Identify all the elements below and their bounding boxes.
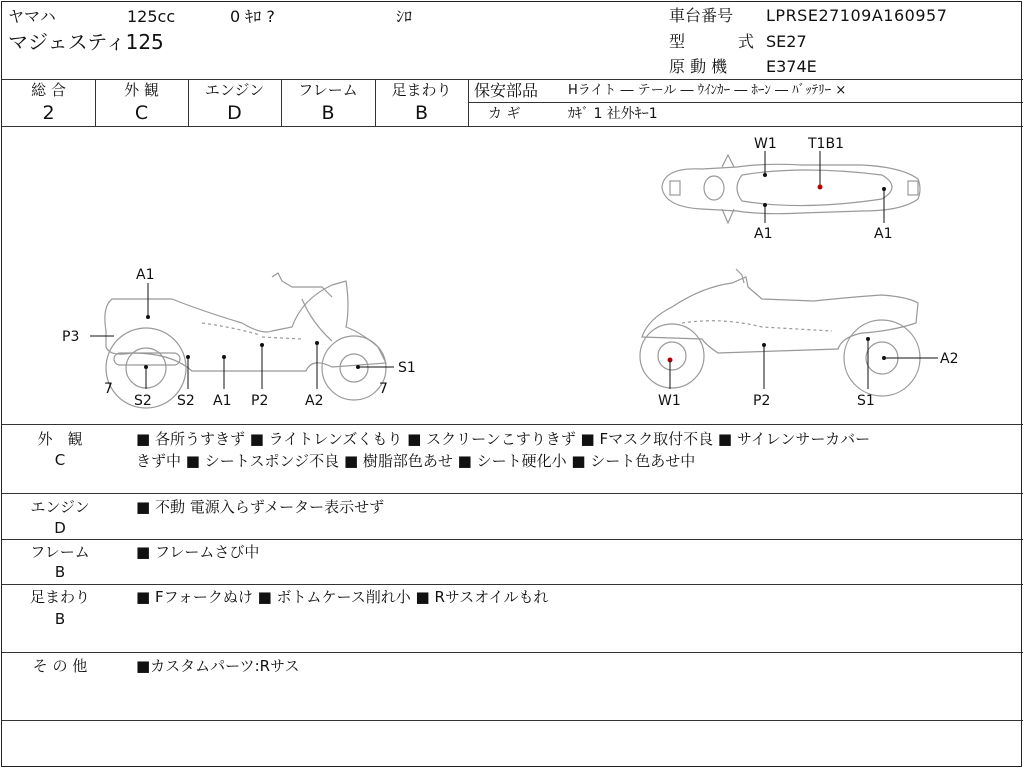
mark-left-p2: P2 [251,393,269,409]
mark-left-a1: A1 [136,267,155,283]
scooter-top-view [662,155,920,223]
mark-right-w1: W1 [658,393,681,409]
grade-frame-label: フレーム [298,81,358,99]
grade-engine-label: エンジン [204,81,265,99]
safety-label: 保安部品 [474,81,539,100]
frame-title: フレーム [30,543,90,561]
mark-top-t1b1: T1B1 [808,136,844,152]
mark-left-7a: 7 [104,381,113,397]
grade-overall-value: 2 [42,102,55,124]
other-line1: ■カスタムパーツ:Rサス [136,657,300,675]
key-label: カ ギ [488,106,521,122]
exterior-line2: きず中 ■ シートスポンジ不良 ■ 樹脂部色あせ ■ シート硬化小 ■ シート色あせ中 [136,452,696,470]
mark-left-s2a: S2 [134,393,152,409]
frame-line1: ■ フレームさび中 [136,543,260,561]
mark-top-a1-left: A1 [754,226,773,242]
mark-top-w1: W1 [754,136,777,152]
safety-items: Hライト ― テール ― ｳｲﾝｶｰ ― ﾎｰﾝ ― ﾊﾞｯﾃﾘｰ × [568,83,847,98]
mark-left-7b: 7 [379,381,388,397]
engine-value: E374E [766,57,817,76]
mileage: 0 ｷﾛ ? [230,7,275,26]
mark-top-a1-right: A1 [874,226,893,242]
grade-exterior-label: 外 観 [124,81,159,99]
frame-no: LPRSE27109A160957 [766,6,948,25]
engine-line1: ■ 不動 電源入らずメーター表示せず [136,498,385,516]
exterior-line1: ■ 各所うすきず ■ ライトレンズくもり ■ スクリーンこすりきず ■ Fマスク取付不良 ■ サイレンサーカバー [136,430,871,448]
mark-right-p2: P2 [753,393,771,409]
mark-left-s2b: S2 [177,393,195,409]
mark-left-s1: S1 [398,360,416,376]
grade-engine-value: D [227,102,242,124]
grade-exterior-value: C [134,102,149,124]
mark-right-s1: S1 [857,393,875,409]
displacement: 125cc [127,7,176,26]
mark-left-a2: A2 [305,393,324,409]
mark-left-p3: P3 [62,329,80,345]
exterior-grade: C [54,451,66,469]
exterior-title: 外 観 [37,430,83,448]
engine-title: エンジン [30,498,90,516]
scooter-left-view [105,273,386,408]
engine-label: 原 動 機 [669,57,728,76]
engine-grade: D [54,519,66,537]
frame-no-label: 車台番号 [669,6,734,25]
maker: ヤマハ [8,7,56,26]
mark-left-a1b: A1 [213,393,232,409]
color: ｼﾛ [396,7,413,26]
type-value: SE27 [766,32,807,51]
other-title: そ の 他 [32,657,88,675]
type-label-1: 型 [669,32,686,51]
grade-suspension-label: 足まわり [391,81,452,99]
mark-right-a2: A2 [940,351,959,367]
damage-diagram [2,127,1023,424]
key-value: ｶｷﾞ 1 社外ｷｰ1 [568,106,658,122]
model-name: マジェスティ125 [8,30,164,54]
frame-grade: B [54,563,66,581]
suspension-line1: ■ Fフォークぬけ ■ ボトムケース削れ小 ■ Rサスオイルもれ [136,588,549,606]
grade-overall-label: 総 合 [31,81,66,99]
type-label-2: 式 [738,32,755,51]
scooter-right-view [640,269,920,396]
suspension-grade: B [54,610,66,628]
grade-suspension-value: B [414,102,429,124]
suspension-title: 足まわり [29,588,90,606]
grade-frame-value: B [321,102,335,124]
inspection-sheet [1,1,1022,767]
